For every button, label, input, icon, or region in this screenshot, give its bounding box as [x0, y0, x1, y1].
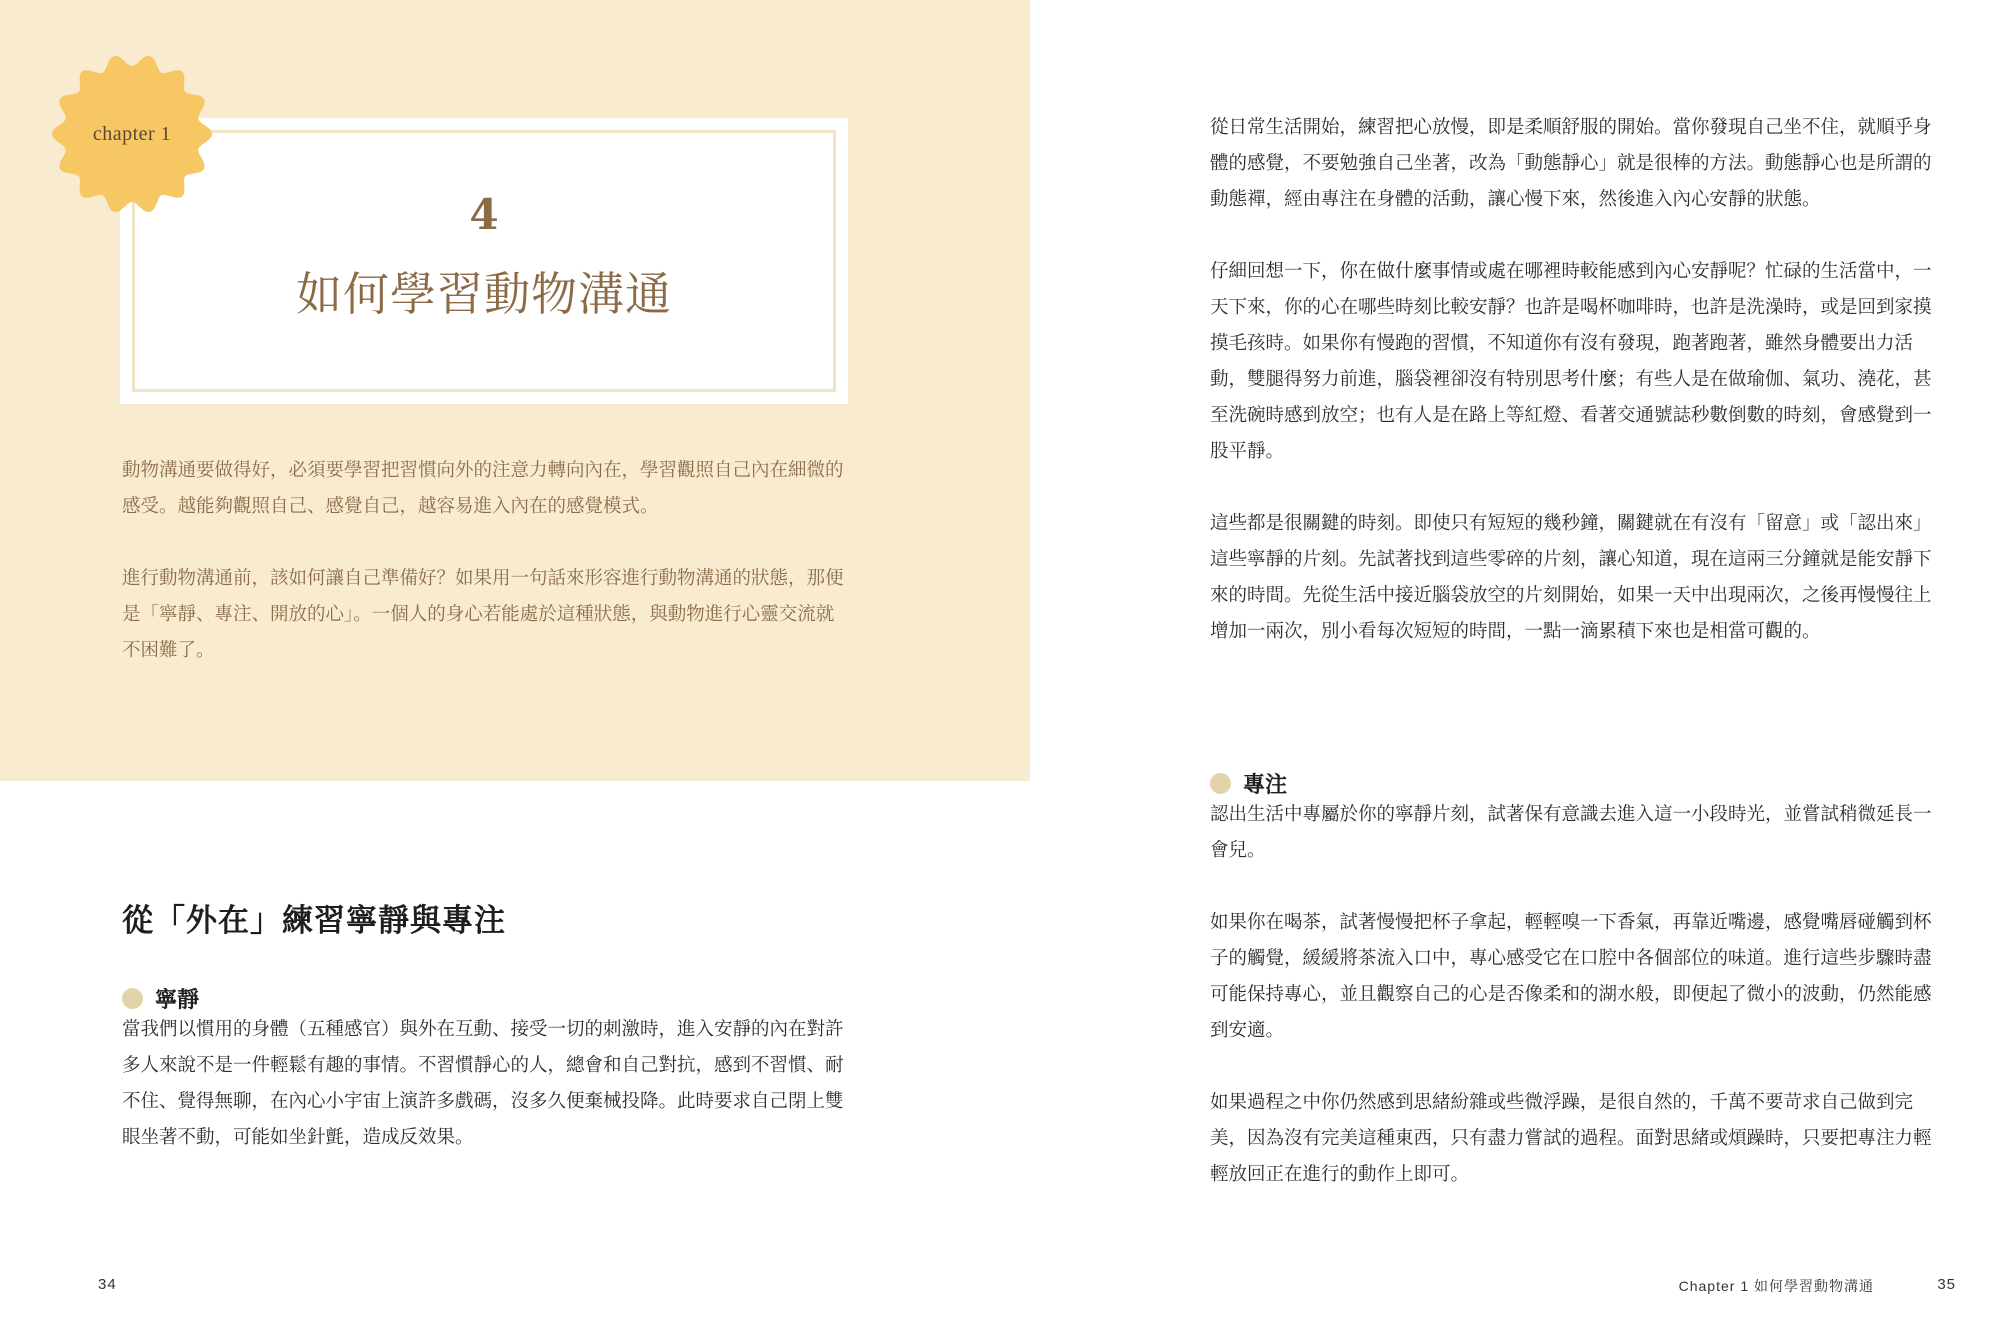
- chapter-badge-label: chapter 1: [92, 122, 172, 145]
- chapter-title-frame: [120, 118, 848, 404]
- body-paragraph: 如果你在喝茶，試著慢慢把杯子拿起，輕輕嗅一下香氣，再靠近嘴邊，感覺嘴唇碰觸到杯子的觸覺，緩緩將茶流入口中，專心感受它在口腔中各個部位的味道。進行這些步驟時盡可能保持專心，並且觀察自己的心是否像柔和的湖水般，即便起了微小的波動，仍然能感到安適。: [1210, 912, 1932, 1041]
- bullet-dot-icon: [1210, 773, 1231, 794]
- subsection-heading-focus: [1210, 768, 1287, 799]
- body-paragraph: 仔細回想一下，你在做什麼事情或處在哪裡時較能感到內心安靜呢？忙碌的生活當中，一天下來，你的心在哪些時刻比較安靜？也許是喝杯咖啡時，也許是洗澡時，或是回到家摸摸毛孩時。如果你有慢跑的習慣，不知道你有沒有發現，跑著跑著，雖然身體要出力活動，雙腿得努力前進，腦袋裡卻沒有特別思考什麼；有些人是在做瑜伽、氣功、澆花，甚至洗碗時感到放空；也有人是在路上等紅燈、看著交通號誌秒數倒數的時刻，會感覺到一股平靜。: [1210, 261, 1932, 462]
- body-paragraph: 從日常生活開始，練習把心放慢，即是柔順舒服的開始。當你發現自己坐不住，就順乎身體的感覺，不要勉強自己坐著，改為「動態靜心」就是很棒的方法。動態靜心也是所謂的動態禪，經由專注在身體的活動，讓心慢下來，然後進入內心安靜的狀態。: [1210, 117, 1932, 210]
- chapter-badge: [50, 52, 214, 216]
- right-page-body-top: [1210, 110, 1940, 686]
- chapter-title: 如何學習動物溝通: [296, 267, 672, 321]
- body-paragraph: 如果過程之中你仍然感到思緒紛雜或些微浮躁，是很自然的，千萬不要苛求自己做到完美，因為沒有完美這種東西，只有盡力嘗試的過程。面對思緒或煩躁時，只要把專注力輕輕放回正在進行的動作上即可。: [1210, 1092, 1932, 1185]
- page-number-right: 35: [1937, 1276, 1956, 1293]
- body-paragraph: 這些都是很關鍵的時刻。即使只有短短的幾秒鐘，關鍵就在有沒有「留意」或「認出來」這些寧靜的片刻。先試著找到這些零碎的片刻，讓心知道，現在這兩三分鐘就是能安靜下來的時間。先從生活中接近腦袋放空的片刻開始，如果一天中出現兩次，之後再慢慢往上增加一兩次，別小看每次短短的時間，一點一滴累積下來也是相當可觀的。: [1210, 513, 1932, 642]
- subsection-title: 寧靜: [155, 988, 200, 1013]
- intro-paragraph: 動物溝通要做得好，必須要學習把習慣向外的注意力轉向內在，學習觀照自己內在細微的感受。越能夠觀照自己、感覺自己，越容易進入內在的感覺模式。: [122, 460, 844, 517]
- page-number-left: 34: [98, 1276, 117, 1293]
- intro-paragraph: 進行動物溝通前，該如何讓自己準備好？如果用一句話來形容進行動物溝通的狀態，那便是「寧靜、專注、開放的心」。一個人的身心若能處於這種狀態，與動物進行心靈交流就不困難了。: [122, 568, 844, 661]
- chapter-intro: [122, 453, 852, 705]
- subsection-title: 專注: [1243, 773, 1288, 798]
- body-paragraph: 當我們以慣用的身體（五種感官）與外在互動、接受一切的刺激時，進入安靜的內在對許多人來說不是一件輕鬆有趣的事情。不習慣靜心的人，總會和自己對抗，感到不習慣、耐不住、覺得無聊，在內心小宇宙上演許多戲碼，沒多久便棄械投降。此時要求自己閉上雙眼坐著不動，可能如坐針氈，造成反效果。: [122, 1019, 844, 1148]
- bullet-dot-icon: [122, 988, 143, 1009]
- subsection-heading-tranquility: [122, 983, 199, 1014]
- subsection-body-tranquility: [122, 1012, 852, 1192]
- section-heading: 從「外在」練習寧靜與專注: [122, 903, 506, 939]
- right-page-body-bottom: [1210, 797, 1940, 1229]
- chapter-number: 4: [469, 190, 499, 239]
- running-header: Chapter 1 如何學習動物溝通: [1678, 1278, 1874, 1294]
- body-paragraph: 認出生活中專屬於你的寧靜片刻，試著保有意識去進入這一小段時光，並嘗試稍微延長一會兒。: [1210, 804, 1932, 861]
